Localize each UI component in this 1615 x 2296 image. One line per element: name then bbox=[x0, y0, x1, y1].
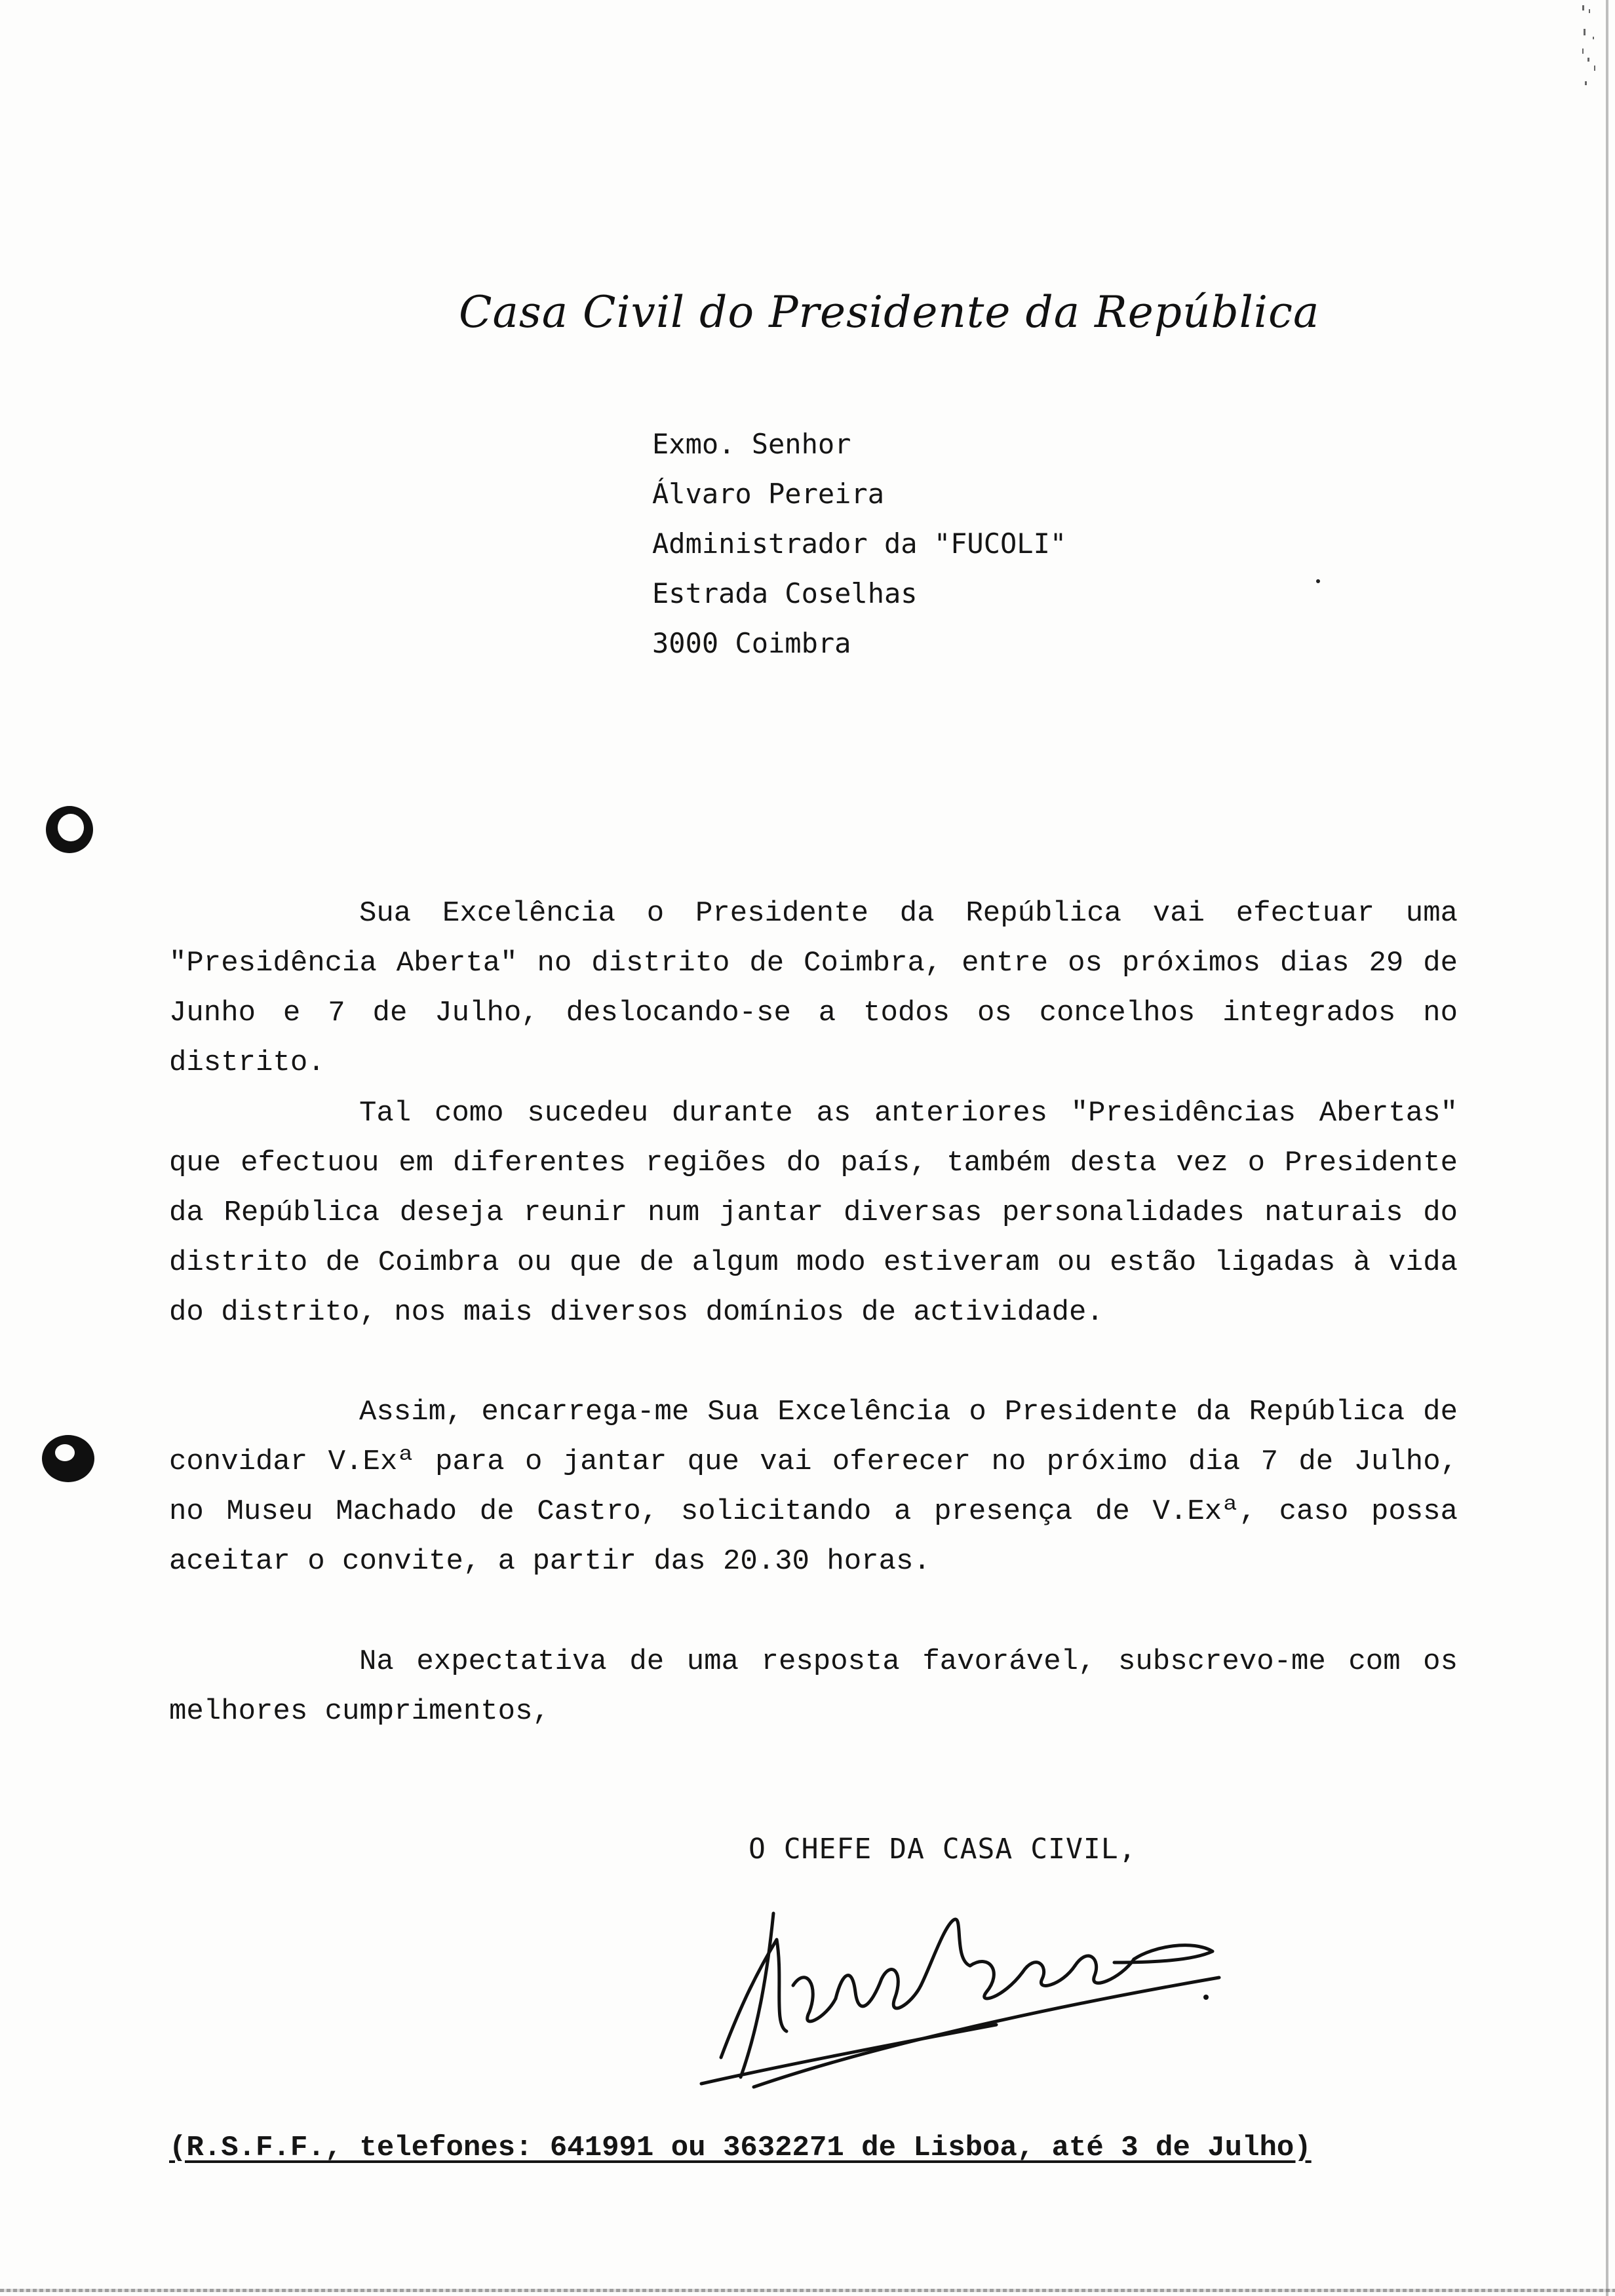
handwritten-signature bbox=[695, 1900, 1258, 2090]
paragraph-3-text: Assim, encarrega-me Sua Excelência o Presidente da República de convidar V.Exª para o jantar que vai oferecer no próximo dia 7 de Julho, no Museu Machado de Castro, solicitando a presença de V.Exª, caso possa aceitar o convite, a partir das 20.30 horas. bbox=[169, 1396, 1458, 1578]
paragraph-4 bbox=[169, 1637, 1458, 1736]
punch-hole-bottom bbox=[42, 1435, 94, 1482]
scan-dot bbox=[1316, 579, 1320, 583]
recipient-address bbox=[652, 419, 1066, 668]
paragraph-1-text: Sua Excelência o Presidente da República vai efectuar uma "Presidência Aberta" no distrito de Coimbra, entre os próximos dias 29 de Junho e 7 de Julho, deslocando-se a todos os concelhos integrados no distrito. bbox=[169, 897, 1458, 1079]
footer-note: (R.S.F.F., telefones: 641991 ou 3632271 de Lisboa, até 3 de Julho) bbox=[169, 2132, 1312, 2164]
recipient-name: Álvaro Pereira bbox=[652, 478, 885, 510]
letterhead: Casa Civil do Presidente da República bbox=[459, 287, 1320, 337]
closing-title: O CHEFE DA CASA CIVIL, bbox=[749, 1833, 1137, 1866]
recipient-salutation: Exmo. Senhor bbox=[652, 428, 851, 460]
recipient-role: Administrador da "FUCOLI" bbox=[652, 527, 1067, 560]
recipient-street: Estrada Coselhas bbox=[652, 577, 918, 609]
page-edge-shadow bbox=[1606, 0, 1608, 2296]
page-bottom-edge bbox=[0, 2289, 1615, 2292]
scan-speckle bbox=[1580, 3, 1602, 101]
paragraph-2-text: Tal como sucedeu durante as anteriores "Presidências Abertas" que efectuou em diferentes regiões do país, também desta vez o Presidente da República deseja reunir num jantar diversas personalidades naturais do distrito de Coimbra ou que de algum modo estiveram ou estão ligadas à vida do distrito, nos mais diversos domínios de actividade. bbox=[169, 1097, 1458, 1329]
paragraph-1 bbox=[169, 889, 1458, 1088]
paragraph-2 bbox=[169, 1088, 1458, 1337]
paragraph-3 bbox=[169, 1387, 1458, 1586]
paragraph-4-text: Na expectativa de uma resposta favorável, subscrevo-me com os melhores cumprimentos, bbox=[169, 1645, 1458, 1728]
punch-hole-top bbox=[46, 806, 93, 853]
recipient-city: 3000 Coimbra bbox=[652, 627, 851, 659]
